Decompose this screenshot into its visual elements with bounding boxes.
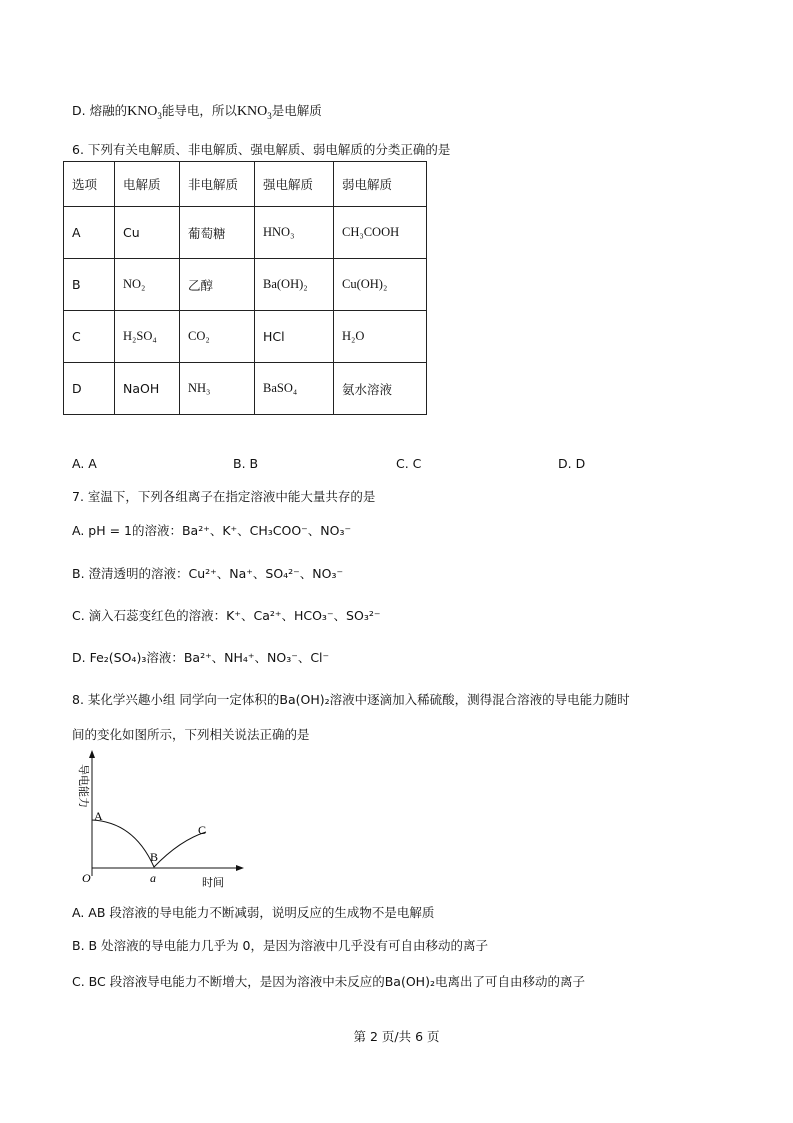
x-axis-label: 时间 xyxy=(202,877,224,889)
table-header-row xyxy=(64,162,427,207)
header-cell: 弱电解质 xyxy=(334,162,427,207)
q8-option-b: B. B 处溶液的导电能力几乎为 0，是因为溶液中几乎没有可自由移动的离子 xyxy=(72,938,488,953)
table-cell: NH₃ xyxy=(180,363,255,415)
table-cell: BaSO₄ xyxy=(255,363,334,415)
q6-option-b: B. B xyxy=(233,456,259,471)
kno3-formula-2 xyxy=(237,104,272,119)
y-axis-label: 导电能力 xyxy=(77,764,89,808)
table-cell: D xyxy=(64,363,115,415)
kno3-sub-1: 3 xyxy=(157,110,162,121)
q8-option-a: A. AB 段溶液的导电能力不断减弱，说明反应的生成物不是电解质 xyxy=(72,905,435,920)
conductivity-curve xyxy=(92,820,206,867)
kno3-formula-1 xyxy=(127,104,162,119)
table-cell: NO₂ xyxy=(115,259,180,311)
kno3-sub-2: 3 xyxy=(267,110,272,121)
table-cell: H₂O xyxy=(334,311,427,363)
page-footer: 第 2 页/共 6 页 xyxy=(353,1029,440,1044)
q7-stem: 7. 室温下，下列各组离子在指定溶液中能大量共存的是 xyxy=(72,489,376,504)
classification-table xyxy=(63,161,427,415)
kno3-compound-2: KNO xyxy=(236,104,268,119)
q7-option-c: C. 滴入石蕊变红色的溶液：K⁺、Ca²⁺、HCO₃⁻、SO₃²⁻ xyxy=(72,608,381,623)
table-cell: 乙醇 xyxy=(180,259,255,311)
conductivity-graph xyxy=(72,748,252,893)
header-cell: 选项 xyxy=(64,162,115,207)
header-cell: 电解质 xyxy=(115,162,180,207)
table-cell: CO₂ xyxy=(180,311,255,363)
q7-option-a: A. pH = 1的溶液：Ba²⁺、K⁺、CH₃COO⁻、NO₃⁻ xyxy=(72,523,352,538)
q8-option-c: C. BC 段溶液导电能力不断增大，是因为溶液中未反应的Ba(OH)₂电离出了可自由移动的离子 xyxy=(72,974,585,989)
q7-option-d: D. Fe₂(SO₄)₃溶液：Ba²⁺、NH₄⁺、NO₃⁻、Cl⁻ xyxy=(72,650,330,665)
y-axis-arrow xyxy=(89,750,95,758)
point-b-label: B xyxy=(150,850,159,864)
kno3-compound-1: KNO xyxy=(127,104,158,119)
table-row xyxy=(64,363,427,415)
table-cell: HNO₃ xyxy=(255,207,334,259)
table-cell: Cu(OH)₂ xyxy=(334,259,427,311)
header-cell: 非电解质 xyxy=(180,162,255,207)
q8-stem-line-2: 间的变化如图所示，下列相关说法正确的是 xyxy=(72,727,310,742)
q6-stem: 6. 下列有关电解质、非电解质、强电解质、弱电解质的分类正确的是 xyxy=(72,142,451,157)
table-cell: Ba(OH)₂ xyxy=(255,259,334,311)
q6-option-d: D. D xyxy=(558,456,586,471)
origin-label: O xyxy=(82,871,91,885)
table-cell: 葡萄糖 xyxy=(180,207,255,259)
table-row xyxy=(64,207,427,259)
table-cell: NaOH xyxy=(115,363,180,415)
header-cell: 强电解质 xyxy=(255,162,334,207)
point-c-label: C xyxy=(198,823,207,837)
table-row xyxy=(64,259,427,311)
table-cell: B xyxy=(64,259,115,311)
point-a-label: A xyxy=(94,809,103,823)
table-cell: 氨水溶液 xyxy=(334,363,427,415)
table-cell: CH₃COOH xyxy=(334,207,427,259)
q8-stem-line-1: 8. 某化学兴趣小组 同学向一定体积的Ba(OH)₂溶液中逐滴加入稀硫酸，测得混合溶液的导电能力随时 xyxy=(72,692,630,707)
q6-options xyxy=(72,456,672,472)
table-cell: H₂SO₄ xyxy=(115,311,180,363)
q6-option-c: C. C xyxy=(396,456,422,471)
q5-option-d-suffix: 是电解质 xyxy=(271,103,322,118)
q5-option-d-mid: 能导电，所以 xyxy=(161,103,237,118)
table-cell: HCl xyxy=(255,311,334,363)
q5-option-d xyxy=(72,101,322,120)
table-cell: A xyxy=(64,207,115,259)
x-axis-arrow xyxy=(236,865,244,871)
tick-a-label: a xyxy=(150,871,156,885)
table-cell: C xyxy=(64,311,115,363)
q5-option-d-prefix: D. 熔融的 xyxy=(72,103,128,118)
q7-option-b: B. 澄清透明的溶液：Cu²⁺、Na⁺、SO₄²⁻、NO₃⁻ xyxy=(72,566,344,581)
table-row xyxy=(64,311,427,363)
table-cell: Cu xyxy=(115,207,180,259)
q6-option-a: A. A xyxy=(72,456,97,471)
